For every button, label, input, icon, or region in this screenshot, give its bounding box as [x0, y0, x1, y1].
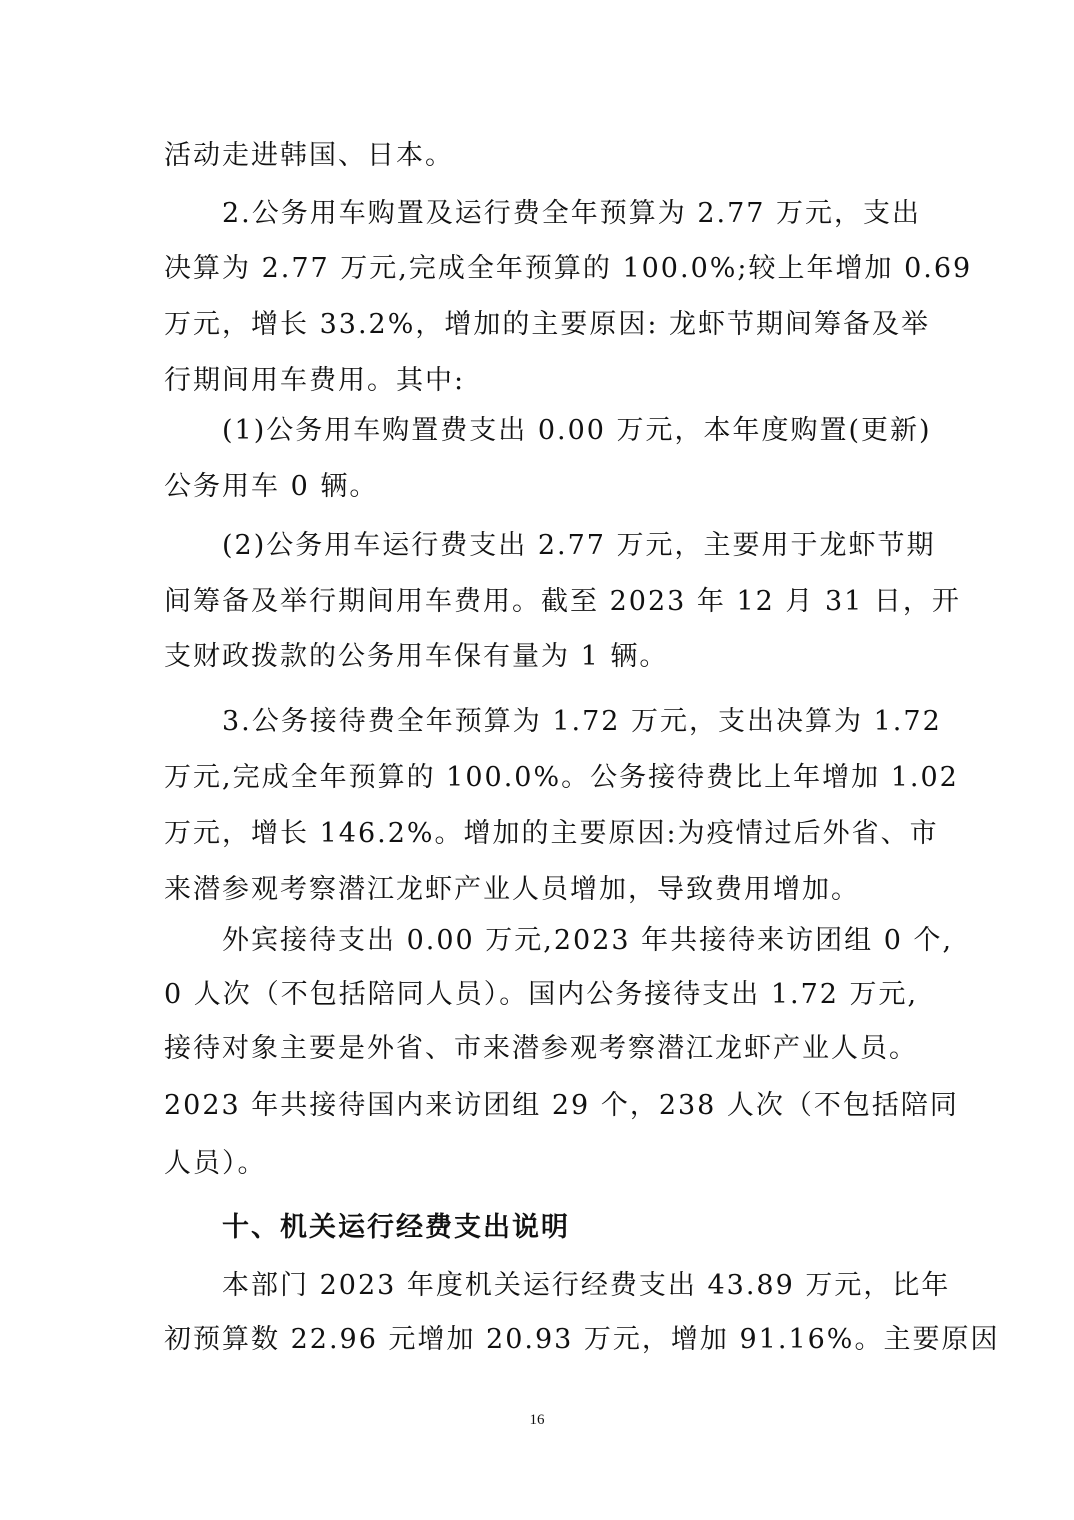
- text-line-4: 万元，增长 33.2%，增加的主要原因: 龙虾节期间筹备及举: [164, 309, 931, 340]
- text-line-14: 来潜参观考察潜江龙虾产业人员增加，导致费用增加。: [164, 874, 860, 905]
- text-line-2: 2.公务用车购置及运行费全年预算为 2.77 万元，支出: [222, 198, 922, 229]
- text-line-10: 支财政拨款的公务用车保有量为 1 辆。: [164, 641, 669, 672]
- text-line-16: 0 人次（不包括陪同人员）。国内公务接待支出 1.72 万元,: [164, 979, 919, 1010]
- text-line-21: 本部门 2023 年度机关运行经费支出 43.89 万元，比年: [222, 1270, 951, 1301]
- text-line-22: 初预算数 22.96 元增加 20.93 万元，增加 91.16%。主要原因: [164, 1324, 1000, 1355]
- text-line-19: 人员）。: [164, 1148, 267, 1179]
- text-line-15: 外宾接待支出 0.00 万元,2023 年共接待来访团组 0 个,: [222, 925, 954, 956]
- section-heading: 十、机关运行经费支出说明: [222, 1212, 570, 1243]
- text-line-17: 接待对象主要是外省、市来潜参观考察潜江龙虾产业人员。: [164, 1033, 918, 1064]
- text-line-8: (2)公务用车运行费支出 2.77 万元，主要用于龙虾节期: [222, 530, 936, 561]
- text-line-18: 2023 年共接待国内来访团组 29 个，238 人次（不包括陪同: [164, 1090, 959, 1121]
- text-line-5: 行期间用车费用。其中:: [164, 365, 466, 396]
- text-line-1: 活动走进韩国、日本。: [164, 140, 454, 171]
- page-number: 16: [529, 1412, 545, 1428]
- text-line-13: 万元，增长 146.2%。增加的主要原因:为疫情过后外省、市: [164, 818, 939, 849]
- text-line-9: 间筹备及举行期间用车费用。截至 2023 年 12 月 31 日，开: [164, 586, 961, 617]
- text-line-3: 决算为 2.77 万元,完成全年预算的 100.0%;较上年增加 0.69: [164, 253, 973, 284]
- text-line-6: (1)公务用车购置费支出 0.00 万元，本年度购置(更新): [222, 415, 932, 446]
- text-line-11: 3.公务接待费全年预算为 1.72 万元，支出决算为 1.72: [222, 706, 942, 737]
- text-line-12: 万元,完成全年预算的 100.0%。公务接待费比上年增加 1.02: [164, 762, 959, 793]
- text-line-7: 公务用车 0 辆。: [164, 471, 379, 502]
